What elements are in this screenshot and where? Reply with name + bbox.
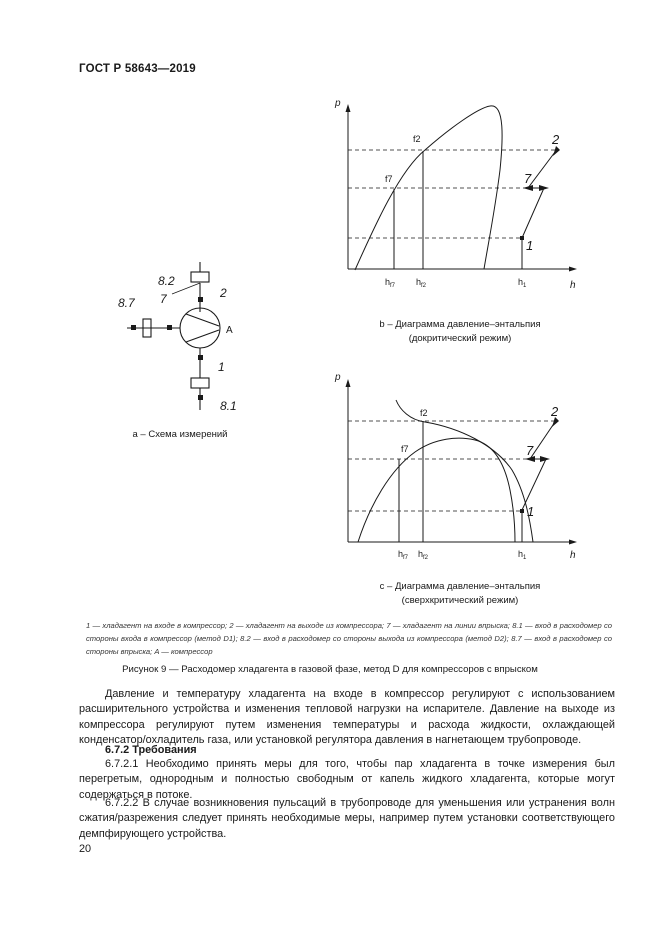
- a-label-compressor: A: [226, 325, 233, 336]
- paragraph-6-7-2-2: 6.7.2.2 В случае возникновения пульсаций в трубопроводе для уменьшения или устранения волн сжатия/разрежения следует принять необходимые меры, например путем установки соответствующего демпфирующего устройства.: [79, 797, 615, 840]
- b-tick-hf2: $h_{f2}$: [416, 277, 427, 289]
- a-label-7: 7: [160, 292, 167, 306]
- diagram-b-caption: b – Диаграмма давление–энтальпия (докритический режим): [379, 319, 541, 344]
- a-label-8-7: 8.7: [118, 296, 135, 310]
- b-axis-h: h: [570, 280, 576, 291]
- paragraph-regulation: Давление и температуру хладагента на входе в компрессор регулируют с использованием расширительного устройства и изменения тепловой нагрузки на испарителе. Давление на выходе из компрессора регулируют путем изменения температуры и расхода жидкости, охлаждающей конденсатор/охладитель газа, или установкой регулятора давления в нагнетающем трубопроводе.: [79, 688, 615, 747]
- page-number: 20: [79, 843, 92, 855]
- b-label-f7: f7: [385, 174, 393, 184]
- b-point-7: 7: [524, 171, 532, 186]
- diagram-b-pressure-enthalpy: [330, 90, 590, 300]
- a-label-1: 1: [218, 360, 225, 374]
- a-label-2: 2: [220, 286, 227, 300]
- b-tick-hf7: $h_{f7}$: [385, 277, 396, 289]
- c-point-7: 7: [526, 443, 534, 458]
- b-point-2: 2: [552, 132, 560, 147]
- diagram-a-caption: a – Схема измерений: [132, 429, 228, 440]
- b-axis-p: p: [335, 98, 341, 109]
- b-tick-h1: $h_1$: [518, 277, 527, 289]
- c-point-2: 2: [551, 404, 559, 419]
- c-point-1: 1: [527, 504, 535, 519]
- diagram-c-pressure-enthalpy: [330, 365, 590, 575]
- section-heading: 6.7.2 Требования: [105, 744, 197, 756]
- b-label-f2: f2: [413, 134, 421, 144]
- c-tick-hf2: $h_{f2}$: [418, 549, 429, 561]
- c-tick-hf7: $h_{f7}$: [398, 549, 409, 561]
- figure-legend: 1 — хладагент на входе в компрессор; 2 — хладагент на выходе из компрессора; 7 — хладагент на линии впрыска; 8.1 — вход в расходомер со стороны входа в компрессор (метод D1); 8.2 — вход в расходомер со стороны выхода из компрессора (метод D2); 8.7 — вход в расходомер со стороны впрыска; A — компрессор: [86, 621, 612, 656]
- a-label-8-1: 8.1: [220, 399, 237, 413]
- c-label-f2: f2: [420, 408, 428, 418]
- diagram-a-measurement-scheme: [110, 262, 260, 420]
- a-label-8-2: 8.2: [158, 274, 175, 288]
- c-label-f7: f7: [401, 444, 409, 454]
- c-axis-p: p: [335, 372, 341, 383]
- diagram-c-caption: c – Диаграмма давление–энтальпия (сверхкритический режим): [379, 581, 541, 606]
- document-code: ГОСТ Р 58643—2019: [79, 63, 196, 75]
- c-axis-h: h: [570, 550, 576, 561]
- paragraph-6-7-2-1: 6.7.2.1 Необходимо принять меры для того, чтобы пар хладагента в точке измерения был перегретым, однородным и полностью свободным от капель жидкого хладагента, которые могут содержаться в потоке.: [79, 758, 615, 801]
- c-tick-h1: $h_1$: [518, 549, 527, 561]
- b-point-1: 1: [526, 238, 534, 253]
- figure-title: Рисунок 9 — Расходомер хладагента в газовой фазе, метод D для компрессоров с впрыском: [122, 664, 538, 675]
